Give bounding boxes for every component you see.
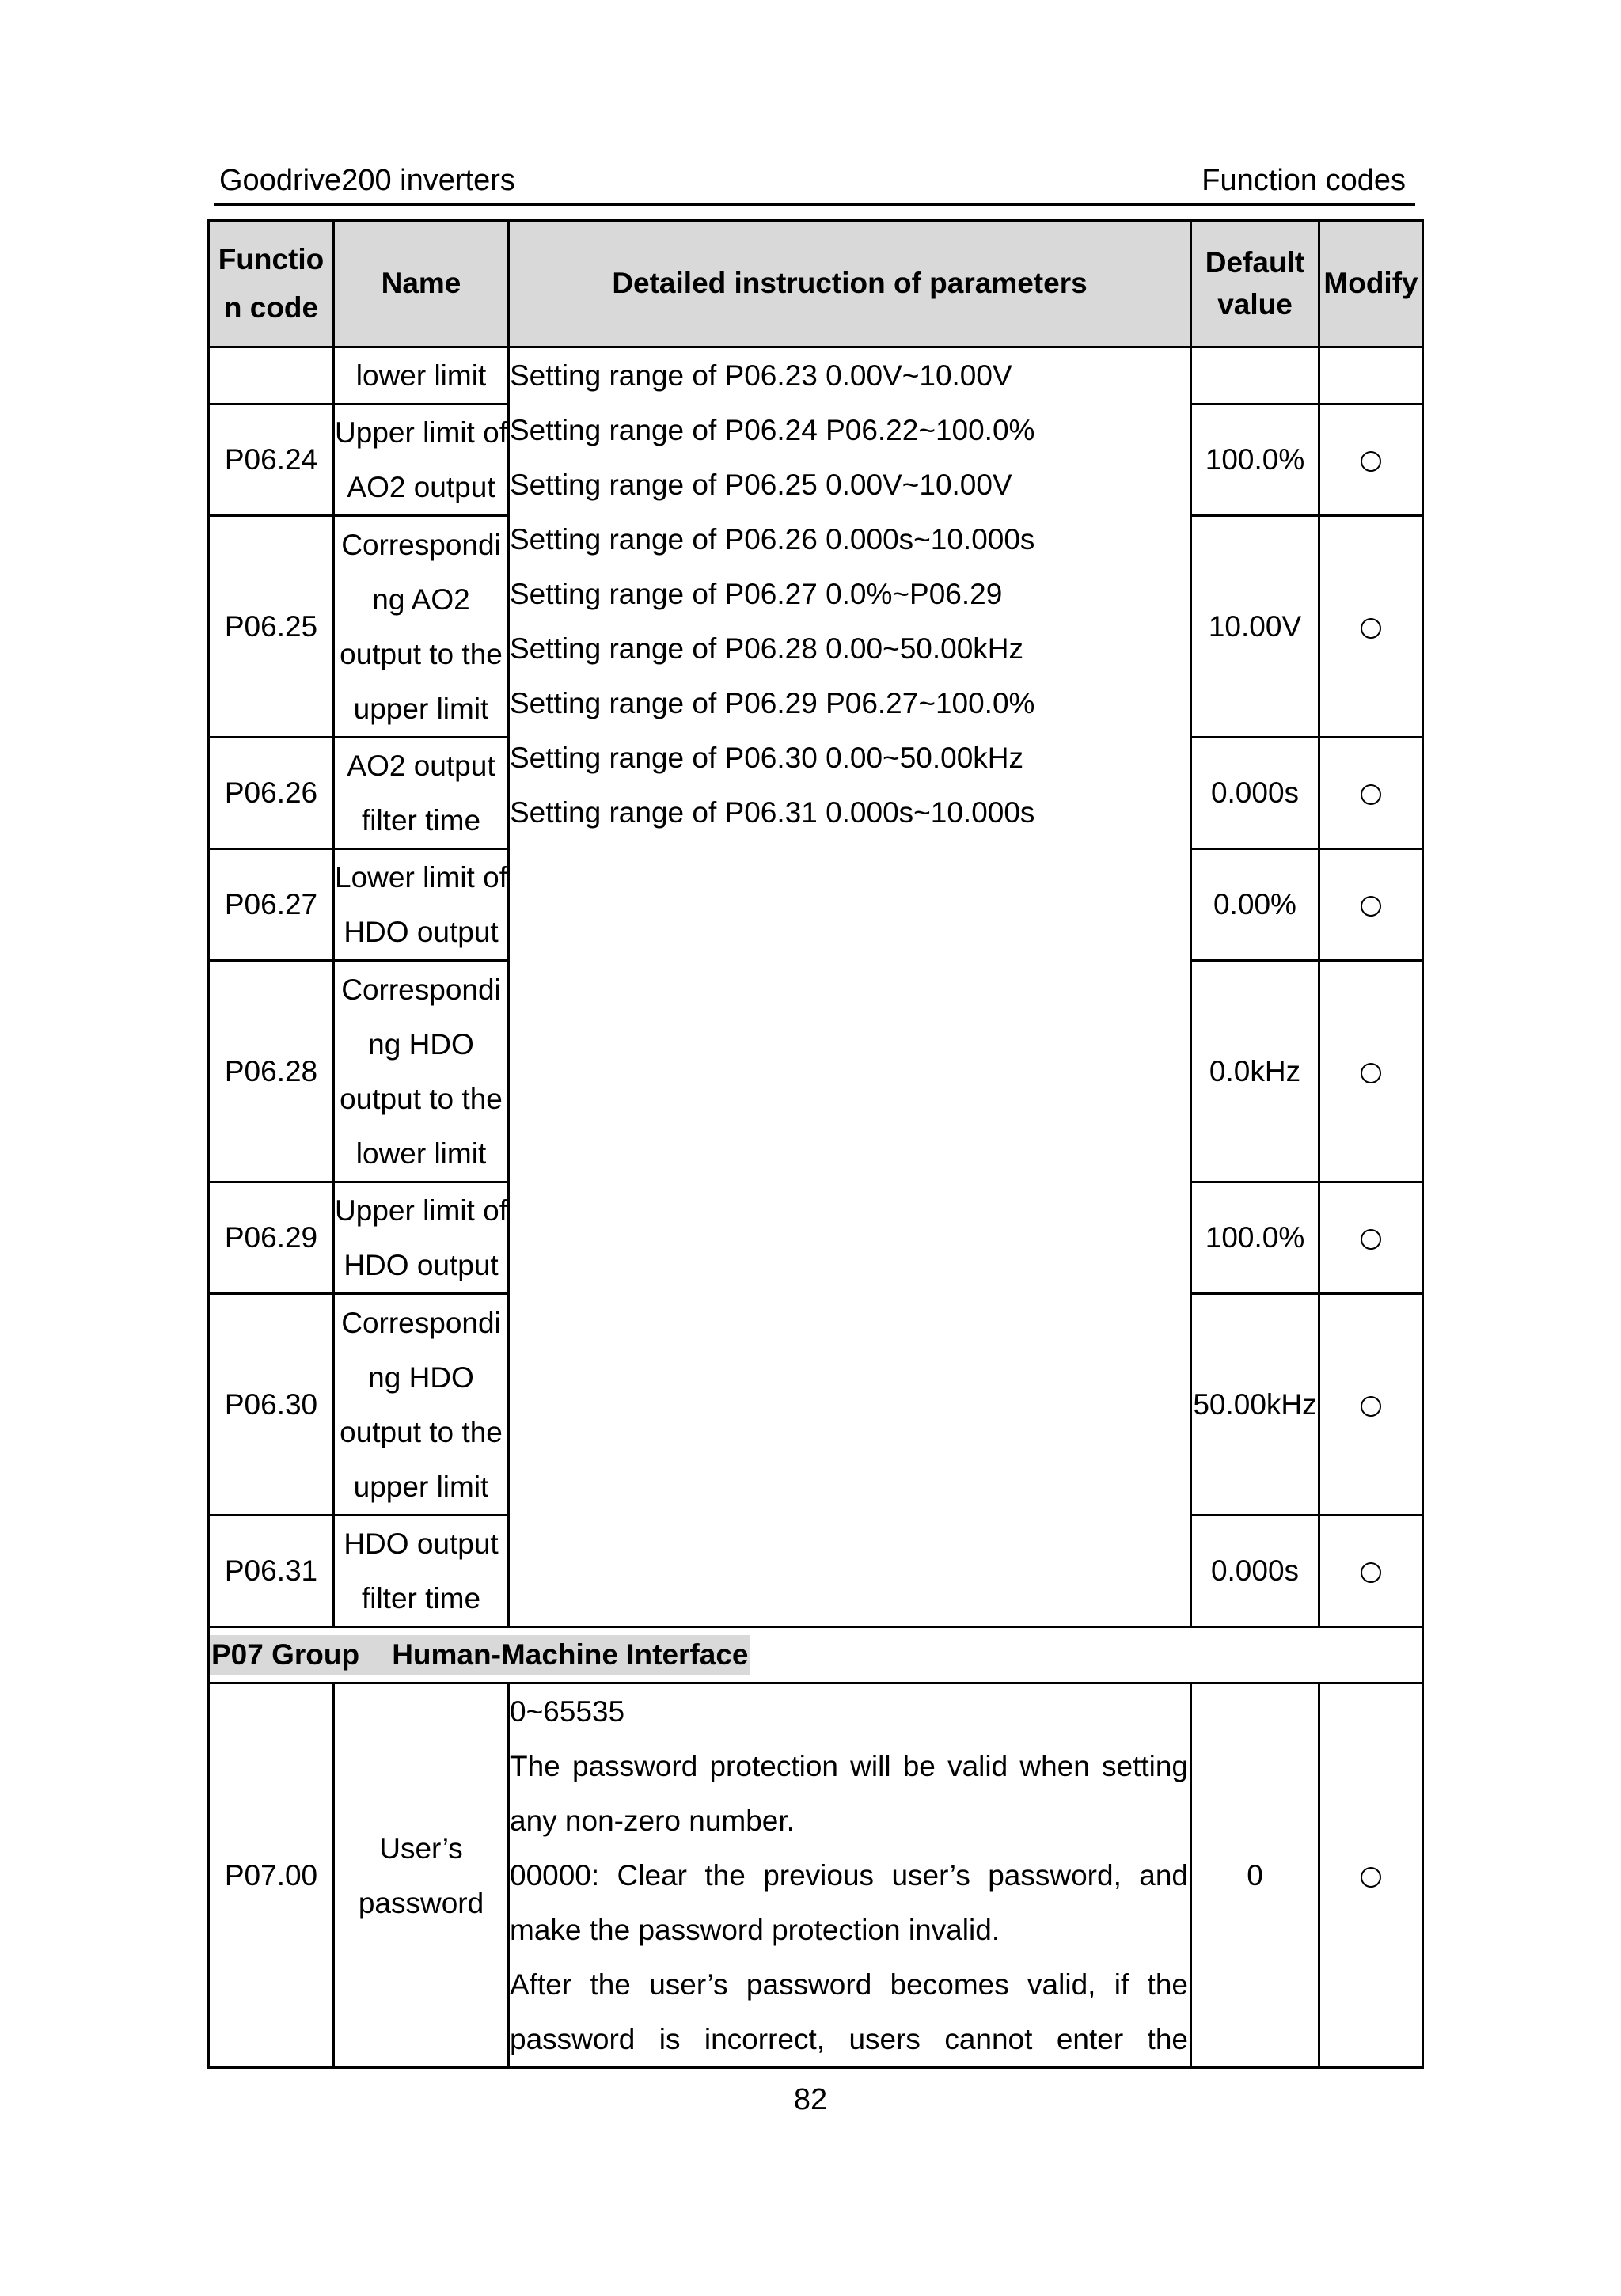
group-header-cell — [209, 1627, 1423, 1683]
parameter-name-line: User’s — [379, 1831, 463, 1865]
parameter-name-cell — [334, 1182, 509, 1294]
circle-icon — [1361, 784, 1381, 805]
group-title: P07 Group Human-Machine Interface — [210, 1635, 750, 1675]
default-value-cell: 0.00% — [1191, 849, 1319, 961]
parameter-table — [207, 219, 1424, 2069]
col-header-default-line2: value — [1217, 287, 1293, 321]
detail-line: make the password protection invalid. — [510, 1914, 1000, 1946]
modify-cell — [1319, 516, 1423, 738]
group-header-row — [209, 1627, 1423, 1683]
default-value-cell: 0.0kHz — [1191, 961, 1319, 1182]
parameter-name-line: password — [358, 1886, 484, 1919]
parameter-name-cell — [334, 347, 509, 404]
parameter-name-line: Upper limit of — [335, 1194, 507, 1227]
col-header-default-line1: Default — [1205, 245, 1305, 279]
parameter-name-line: filter time — [361, 1582, 481, 1615]
parameter-name-line: upper limit — [353, 1470, 489, 1503]
default-value-cell: 100.0% — [1191, 1182, 1319, 1294]
parameter-name-line: Upper limit of — [335, 416, 507, 449]
function-code-cell: P06.26 — [209, 738, 334, 849]
default-value-cell: 0 — [1191, 1683, 1319, 2068]
function-code-cell: P06.31 — [209, 1516, 334, 1627]
detail-cell — [509, 347, 1191, 1627]
parameter-name-cell — [334, 516, 509, 738]
detail-line: The password protection will be valid when setting — [510, 1750, 1188, 1782]
detail-line: Setting range of P06.27 0.0%~P06.29 — [510, 578, 1003, 610]
function-code-cell: P06.29 — [209, 1182, 334, 1294]
detail-line: After the user’s password becomes valid, if the — [510, 1968, 1188, 2001]
parameter-name-line: HDO output — [344, 916, 499, 948]
detail-line: Setting range of P06.31 0.000s~10.000s — [510, 796, 1035, 829]
parameter-name-cell — [334, 1683, 509, 2068]
detail-line: password is incorrect, users cannot enter the — [510, 2023, 1188, 2055]
parameter-name-line: filter time — [361, 804, 481, 837]
default-value-cell: 10.00V — [1191, 516, 1319, 738]
parameter-name-line: lower limit — [355, 1137, 487, 1170]
circle-icon — [1361, 1229, 1381, 1250]
default-value-cell: 0.000s — [1191, 738, 1319, 849]
parameter-name-line: ng HDO — [368, 1361, 474, 1394]
col-header-modify: Modify — [1319, 221, 1423, 347]
circle-icon — [1361, 1063, 1381, 1083]
parameter-name-line: HDO output — [344, 1249, 499, 1281]
function-code-cell: P06.28 — [209, 961, 334, 1182]
parameter-name-cell — [334, 1294, 509, 1516]
parameter-name-line: Correspondi — [341, 528, 501, 561]
running-header-section: Function codes — [1202, 164, 1406, 197]
function-code-cell: P06.25 — [209, 516, 334, 738]
col-header-code — [209, 221, 334, 347]
modify-cell — [1319, 961, 1423, 1182]
col-header-detail: Detailed instruction of parameters — [509, 221, 1191, 347]
parameter-name-cell — [334, 738, 509, 849]
function-code-cell: P06.30 — [209, 1294, 334, 1516]
function-code-cell: P06.27 — [209, 849, 334, 961]
function-code-cell: P07.00 — [209, 1683, 334, 2068]
header-rule — [214, 203, 1415, 206]
detail-line: Setting range of P06.26 0.000s~10.000s — [510, 523, 1035, 556]
parameter-name-line: HDO output — [344, 1528, 499, 1560]
circle-icon — [1361, 451, 1381, 472]
default-value-cell — [1191, 347, 1319, 404]
modify-cell — [1319, 849, 1423, 961]
parameter-name-line: Lower limit of — [335, 861, 507, 894]
parameter-name-line: AO2 output — [347, 471, 495, 503]
circle-icon — [1361, 896, 1381, 917]
modify-cell — [1319, 1683, 1423, 2068]
detail-line: Setting range of P06.28 0.00~50.00kHz — [510, 632, 1023, 665]
detail-line: Setting range of P06.24 P06.22~100.0% — [510, 414, 1035, 446]
parameter-name-line: lower limit — [355, 359, 487, 392]
circle-icon — [1361, 1396, 1381, 1417]
parameter-name-cell — [334, 1516, 509, 1627]
modify-cell — [1319, 404, 1423, 516]
detail-line: Setting range of P06.30 0.00~50.00kHz — [510, 742, 1023, 774]
circle-icon — [1361, 1867, 1381, 1888]
parameter-name-line: AO2 output — [347, 750, 495, 782]
default-value-cell: 0.000s — [1191, 1516, 1319, 1627]
running-header-title: Goodrive200 inverters — [219, 164, 515, 197]
parameter-name-line: upper limit — [353, 692, 489, 725]
detail-cell — [509, 1683, 1191, 2068]
parameter-name-line: output to the — [340, 1415, 503, 1448]
detail-line: 00000: Clear the previous user’s password, and — [510, 1859, 1188, 1892]
parameter-name-line: Correspondi — [341, 973, 501, 1006]
parameter-name-line: ng AO2 — [372, 583, 470, 616]
parameter-name-line: ng HDO — [368, 1027, 474, 1061]
circle-icon — [1361, 1562, 1381, 1583]
col-header-default — [1191, 221, 1319, 347]
detail-line: Setting range of P06.29 P06.27~100.0% — [510, 687, 1035, 719]
circle-icon — [1361, 618, 1381, 639]
table-row — [209, 347, 1423, 404]
modify-cell — [1319, 1516, 1423, 1627]
function-code-cell — [209, 347, 334, 404]
modify-cell — [1319, 738, 1423, 849]
default-value-cell: 100.0% — [1191, 404, 1319, 516]
table-header-row — [209, 221, 1423, 347]
modify-cell — [1319, 347, 1423, 404]
parameter-name-cell — [334, 961, 509, 1182]
parameter-name-line: Correspondi — [341, 1306, 501, 1339]
col-header-name: Name — [334, 221, 509, 347]
parameter-name-line: output to the — [340, 1082, 503, 1115]
modify-cell — [1319, 1182, 1423, 1294]
function-code-cell: P06.24 — [209, 404, 334, 516]
parameter-name-cell — [334, 849, 509, 961]
parameter-name-cell — [334, 404, 509, 516]
parameter-name-line: output to the — [340, 637, 503, 670]
page-number: 82 — [793, 2083, 828, 2116]
detail-line: Setting range of P06.23 0.00V~10.00V — [510, 359, 1012, 392]
table-row — [209, 1683, 1423, 2068]
default-value-cell: 50.00kHz — [1191, 1294, 1319, 1516]
detail-line: 0~65535 — [510, 1695, 625, 1728]
modify-cell — [1319, 1294, 1423, 1516]
col-header-code-line2: n code — [223, 290, 319, 324]
detail-line: Setting range of P06.25 0.00V~10.00V — [510, 469, 1012, 501]
detail-line: any non-zero number. — [510, 1805, 795, 1837]
col-header-code-line1: Functio — [218, 242, 325, 275]
